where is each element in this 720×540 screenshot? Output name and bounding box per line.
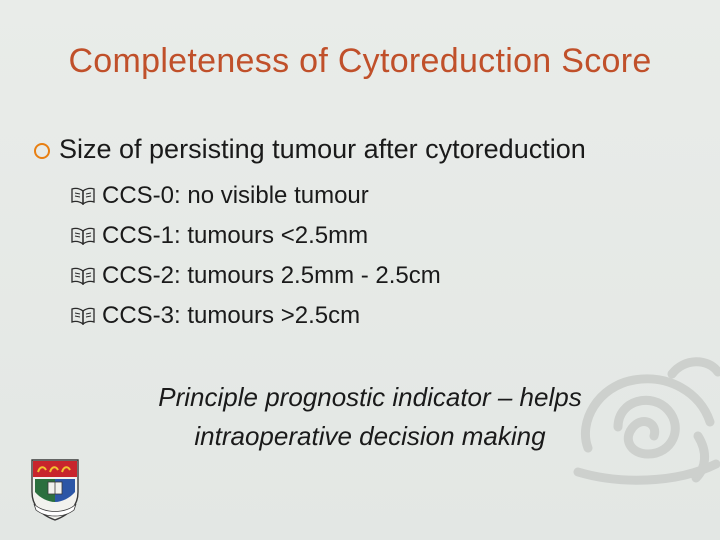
sub-bullet-item	[70, 256, 441, 296]
sub-bullet-text: CCS-1: tumours <2.5mm	[102, 222, 369, 249]
sub-bullet-item	[70, 296, 441, 336]
key-note	[60, 378, 680, 456]
sub-bullet-text: CCS-2: tumours 2.5mm - 2.5cm	[102, 262, 441, 289]
sub-bullet-item	[70, 176, 441, 216]
slide-title: Completeness of Cytoreduction Score	[68, 42, 652, 80]
sub-bullet-text: CCS-0: no visible tumour	[102, 182, 369, 209]
main-bullet-item	[34, 134, 586, 165]
open-book-icon	[70, 187, 96, 205]
key-note-line: intraoperative decision making	[194, 421, 546, 451]
open-book-icon	[70, 267, 96, 285]
university-crest	[26, 458, 84, 522]
open-book-icon	[70, 227, 96, 245]
main-bullet-text: Size of persisting tumour after cytoreduction	[59, 134, 586, 164]
open-book-icon	[70, 307, 96, 325]
sub-bullet-text: CCS-3: tumours >2.5cm	[102, 302, 361, 329]
sub-bullet-list	[70, 176, 441, 336]
key-note-line: Principle prognostic indicator – helps	[158, 382, 582, 412]
sub-bullet-item	[70, 216, 441, 256]
ring-bullet-icon	[34, 143, 50, 159]
